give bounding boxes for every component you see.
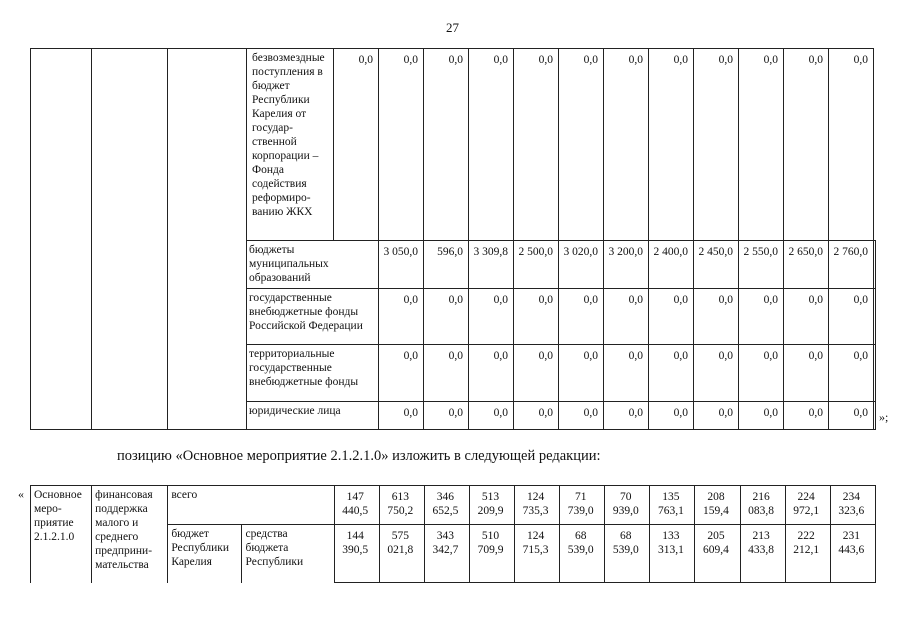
value-cell: 0,0 (604, 402, 649, 430)
value-cell (874, 402, 876, 430)
value-cell: 224 972,1 (785, 486, 830, 525)
value-cell: 208 159,4 (695, 486, 740, 525)
value-cell: 0,0 (784, 289, 829, 345)
value-cell: 0,0 (739, 289, 784, 345)
value-cell: 343 342,7 (424, 525, 469, 583)
value-cell: 596,0 (424, 241, 469, 289)
value-cell: 0,0 (829, 49, 874, 241)
value-cell: 0,0 (649, 402, 694, 430)
value-cell: 0,0 (514, 345, 559, 402)
value-cell: 0,0 (694, 402, 739, 430)
value-cell: 3 050,0 (379, 241, 424, 289)
value-cell: 213 433,8 (740, 525, 785, 583)
value-cell: 0,0 (559, 289, 604, 345)
value-cell: 0,0 (559, 402, 604, 430)
value-cell: 0,0 (379, 49, 424, 241)
empty-cell-col3 (168, 49, 247, 430)
value-cell: 575 021,8 (379, 525, 424, 583)
value-cell: 0,0 (784, 402, 829, 430)
value-cell: 70 939,0 (605, 486, 650, 525)
value-cell: 2 550,0 (739, 241, 784, 289)
value-cell: 0,0 (514, 49, 559, 241)
value-cell: 68 539,0 (560, 525, 605, 583)
value-cell: 2 500,0 (514, 241, 559, 289)
value-cell: 71 739,0 (560, 486, 605, 525)
value-cell: 3 200,0 (604, 241, 649, 289)
value-cell: 222 212,1 (785, 525, 830, 583)
value-cell: 0,0 (739, 49, 784, 241)
value-cell (874, 289, 876, 345)
value-cell: 68 539,0 (605, 525, 650, 583)
value-cell: 234 323,6 (830, 486, 875, 525)
value-cell: 2 450,0 (694, 241, 739, 289)
value-cell: 147 440,5 (334, 486, 379, 525)
value-cell: 0,0 (424, 289, 469, 345)
value-cell: 0,0 (829, 345, 874, 402)
empty-cell-col1 (31, 49, 92, 430)
empty-cell-col2 (92, 49, 168, 430)
value-cell: 144 390,5 (334, 525, 379, 583)
value-cell: 3 309,8 (469, 241, 514, 289)
value-cell: 0,0 (379, 289, 424, 345)
source-label-cell: юридические лица (247, 402, 379, 430)
value-cell: 513 209,9 (469, 486, 514, 525)
value-cell: 0,0 (604, 49, 649, 241)
value-cell: 0,0 (469, 345, 514, 402)
value-cell: 0,0 (469, 49, 514, 241)
value-cell: 0,0 (829, 402, 874, 430)
opening-quote: « (18, 487, 24, 501)
table-row (31, 49, 876, 241)
value-cell: 0,0 (649, 345, 694, 402)
value-cell: 0,0 (379, 345, 424, 402)
value-cell: 3 020,0 (559, 241, 604, 289)
financing-table-new (30, 485, 876, 583)
amendment-paragraph: позицию «Основное мероприятие 2.1.2.1.0» изложить в следующей редакции: (117, 448, 601, 464)
source-label-cell: бюджет Республики Карелия (168, 525, 242, 583)
value-cell: 0,0 (514, 289, 559, 345)
value-cell: 0,0 (469, 402, 514, 430)
source-label-cell: государственные внебюджетные фонды Российской Федерации (247, 289, 379, 345)
value-cell: 0,0 (649, 289, 694, 345)
source-label-cell: безвозмездные поступления в бюджет Республики Карелия от государ-ственной корпорации – Фонда содействия реформиро-ванию ЖКХ (247, 49, 334, 241)
value-cell: 0,0 (739, 402, 784, 430)
value-cell: 613 750,2 (379, 486, 424, 525)
source-label-cell: территориальные государственные внебюджетные фонды (247, 345, 379, 402)
source-label-cell: бюджеты муниципальных образований (247, 241, 379, 289)
value-cell: 510 709,9 (469, 525, 514, 583)
value-cell: 0,0 (604, 345, 649, 402)
table-row (31, 486, 876, 525)
value-cell: 0,0 (604, 289, 649, 345)
value-cell: 0,0 (379, 402, 424, 430)
value-cell: 135 763,1 (650, 486, 695, 525)
value-cell: 346 652,5 (424, 486, 469, 525)
value-cell: 2 760,0 (829, 241, 874, 289)
value-cell: 0,0 (784, 49, 829, 241)
value-cell: 133 313,1 (650, 525, 695, 583)
value-cell: 0,0 (559, 49, 604, 241)
value-cell: 0,0 (829, 289, 874, 345)
financing-table-continued (30, 48, 876, 430)
value-cell: 0,0 (559, 345, 604, 402)
source-sublabel-cell: средства бюджета Республики (242, 525, 334, 583)
value-cell: 0,0 (784, 345, 829, 402)
value-cell: 124 735,3 (515, 486, 560, 525)
value-cell: 0,0 (514, 402, 559, 430)
value-cell: 205 609,4 (695, 525, 740, 583)
value-cell: 0,0 (694, 345, 739, 402)
value-cell: 0,0 (694, 289, 739, 345)
value-cell: 2 650,0 (784, 241, 829, 289)
value-cell: 0,0 (424, 49, 469, 241)
value-cell: 2 400,0 (649, 241, 694, 289)
value-cell: 231 443,6 (830, 525, 875, 583)
page-number: 27 (446, 20, 459, 35)
measure-description-cell: финансовая поддержка малого и среднего предприни-мательства (92, 486, 168, 583)
value-cell: 216 083,8 (740, 486, 785, 525)
value-cell: 0,0 (424, 345, 469, 402)
value-cell (874, 241, 876, 289)
value-cell: 0,0 (424, 402, 469, 430)
value-cell: 0,0 (469, 289, 514, 345)
value-cell (874, 345, 876, 402)
value-cell: 124 715,3 (515, 525, 560, 583)
measure-name-cell: Основное меро-приятие 2.1.2.1.0 (31, 486, 92, 583)
value-cell: 0,0 (334, 49, 379, 241)
value-cell: 0,0 (694, 49, 739, 241)
value-cell: 0,0 (739, 345, 784, 402)
source-label-cell: всего (168, 486, 334, 525)
value-cell: 0,0 (649, 49, 694, 241)
closing-quote: »; (879, 410, 889, 424)
